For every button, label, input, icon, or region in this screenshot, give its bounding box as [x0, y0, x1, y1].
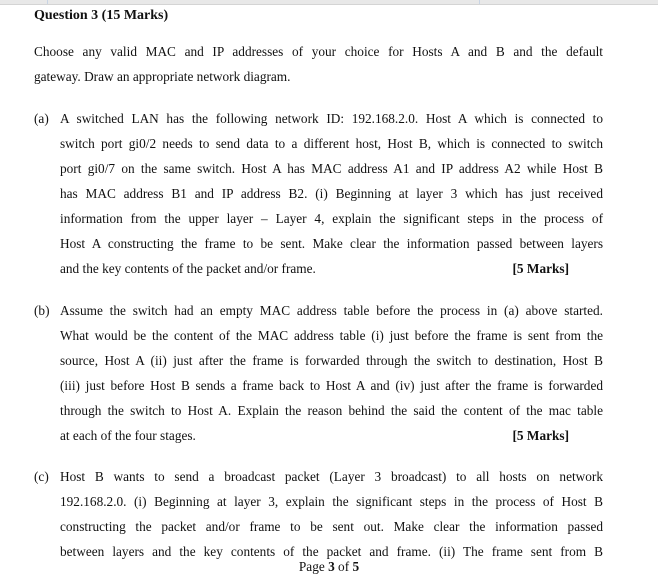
- last-line-text: at each of the four stages.: [60, 428, 196, 443]
- text-line: gateway. Draw an appropriate network diagram.: [34, 69, 291, 84]
- text-line: has MAC address B1 and IP address B2. (i) Beginning at layer 3 which has just received: [60, 186, 603, 201]
- text-line: source, Host A (ii) just after the frame is forwarded through the switch to destination, Host B: [60, 353, 603, 368]
- part-a: [34, 110, 603, 285]
- text-line: switch port gi0/2 needs to send data to a different host, Host B, which is connected to switch: [60, 136, 603, 151]
- question-title: Question 3 (15 Marks): [34, 8, 169, 23]
- text-line: through the switch to Host A. Explain the reason behind the said the content of the mac table: [60, 403, 603, 418]
- part-label: (a): [34, 111, 49, 126]
- part-b: [34, 302, 603, 452]
- page-edge: [479, 0, 480, 4]
- current-page: 3: [328, 559, 335, 574]
- intro-paragraph: [34, 43, 603, 93]
- page-edge: [47, 0, 48, 4]
- text-line: Choose any valid MAC and IP addresses of your choice for Hosts A and B and the default: [34, 44, 603, 59]
- text-line: information from the upper layer – Layer 4, explain the significant steps in the process of: [60, 211, 603, 226]
- text-line: constructing the packet and/or frame to be sent out. Make clear the information passed: [60, 519, 603, 534]
- part-c: [34, 468, 603, 568]
- text-line: [60, 260, 603, 285]
- page-number: [0, 559, 658, 575]
- text-line: Host A constructing the frame to be sent. Make clear the information passed between layers: [60, 236, 603, 251]
- text-line: port gi0/7 on the same switch. Host A has MAC address A1 and IP address A2 while Host B: [60, 161, 603, 176]
- page-of: of: [334, 559, 353, 574]
- marks-label: [5 Marks]: [512, 261, 569, 276]
- text-line: between layers and the key contents of the packet and frame. (ii) The frame sent from B: [60, 544, 603, 559]
- text-line: What would be the content of the MAC address table (i) just before the frame is sent from the: [60, 328, 603, 343]
- text-line: [60, 427, 603, 452]
- part-label: (b): [34, 303, 50, 318]
- text-line: Host B wants to send a broadcast packet (Layer 3 broadcast) to all hosts on network: [60, 469, 603, 484]
- part-label: (c): [34, 469, 49, 484]
- text-line: A switched LAN has the following network ID: 192.168.2.0. Host A which is connected to: [60, 111, 603, 126]
- viewer-top-bar: [0, 0, 658, 5]
- page-prefix: Page: [298, 559, 329, 574]
- total-pages: 5: [352, 559, 360, 574]
- marks-label: [5 Marks]: [512, 428, 569, 443]
- last-line-text: and the key contents of the packet and/or frame.: [60, 261, 316, 276]
- text-line: Assume the switch had an empty MAC address table before the process in (a) above started.: [60, 303, 603, 318]
- text-line: 192.168.2.0. (i) Beginning at layer 3, explain the significant steps in the process of Host B: [60, 494, 603, 509]
- text-line: (iii) just before Host B sends a frame back to Host A and (iv) just after the frame is forwarded: [60, 378, 603, 393]
